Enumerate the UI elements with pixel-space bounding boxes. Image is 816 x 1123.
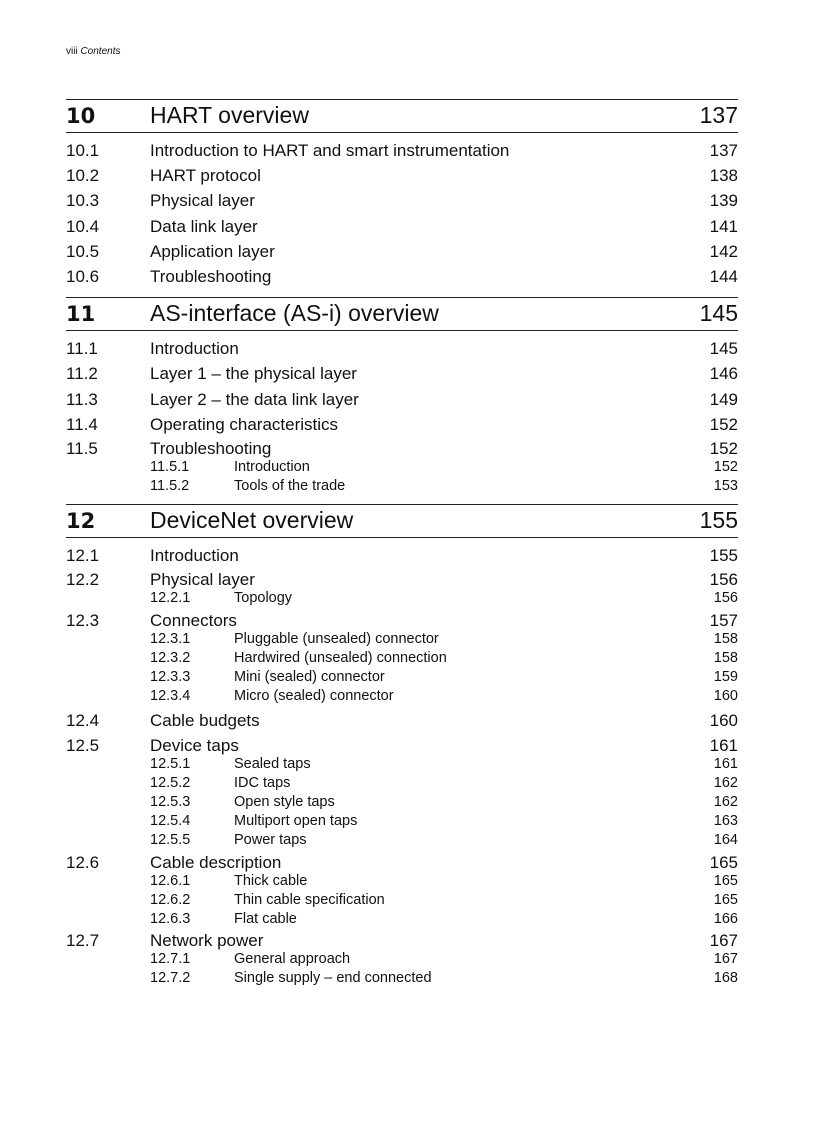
section-page: 161 [709, 735, 738, 755]
section-number: 10.1 [66, 141, 100, 160]
subsection-number: 12.5.2 [150, 774, 191, 791]
chapter-block [66, 99, 738, 289]
subsection-page: 167 [713, 951, 738, 968]
section-number: 10.6 [66, 266, 100, 286]
subsection-list [66, 630, 738, 707]
toc-subsection-entry[interactable] [66, 969, 738, 988]
subsection-page: 164 [713, 832, 738, 849]
section-page: 156 [709, 570, 738, 590]
chapter-heading [66, 504, 738, 538]
section-title: Introduction to HART and smart instrumentation [150, 141, 510, 160]
subsection-list [66, 950, 738, 988]
toc-subsection-entry[interactable] [66, 950, 738, 969]
chapter-title: DeviceNet overview [150, 507, 354, 534]
subsection-number: 12.3.2 [150, 649, 191, 666]
section-title: Cable budgets [150, 711, 260, 731]
subsection-title: Multiport open taps [234, 813, 358, 830]
subsection-page: 162 [713, 793, 738, 810]
subsection-title: Micro (sealed) connector [234, 688, 394, 705]
toc-subsection-entry[interactable] [66, 589, 738, 608]
subsection-title: Tools of the trade [234, 478, 346, 495]
subsection-title: IDC taps [234, 774, 291, 791]
section-number: 10.4 [66, 216, 100, 236]
subsection-page: 158 [713, 630, 738, 647]
subsection-title: Pluggable (unsealed) connector [234, 630, 439, 647]
subsection-number: 12.7.1 [150, 951, 191, 968]
section-page: 144 [709, 266, 738, 286]
toc-subsection-entry[interactable] [66, 812, 738, 831]
toc-subsection-entry[interactable] [66, 477, 738, 496]
subsection-title: Single supply – end connected [234, 970, 432, 987]
section-title: Layer 1 – the physical layer [150, 364, 357, 384]
subsection-page: 162 [713, 774, 738, 791]
subsection-title: Introduction [234, 458, 310, 475]
subsection-title: Flat cable [234, 910, 297, 927]
section-page: 138 [709, 166, 738, 186]
subsection-number: 12.6.1 [150, 872, 191, 889]
chapter-page: 137 [699, 102, 738, 128]
toc-section-entry[interactable] [66, 708, 738, 733]
chapter-heading [66, 99, 738, 133]
subsection-title: Hardwired (unsealed) connection [234, 649, 447, 666]
subsection-page: 165 [713, 891, 738, 908]
section-title: Data link layer [150, 216, 258, 236]
subsection-number: 12.3.3 [150, 669, 191, 685]
section-title: Cable description [150, 852, 282, 872]
section-number: 11.2 [66, 364, 98, 384]
section-page: 167 [709, 931, 738, 951]
section-number: 12.1 [66, 546, 100, 566]
subsection-title: Sealed taps [234, 755, 311, 772]
toc-subsection-entry[interactable] [66, 910, 738, 929]
section-page: 152 [709, 438, 738, 458]
section-title: Operating characteristics [150, 414, 339, 434]
section-page: 137 [709, 141, 738, 160]
chapter-number: 10 [66, 104, 96, 128]
subsection-page: 166 [713, 910, 738, 927]
toc-section-entry[interactable] [66, 736, 738, 755]
toc-section-entry[interactable] [66, 163, 738, 188]
subsection-number: 12.7.2 [150, 970, 191, 987]
toc-section-entry[interactable] [66, 188, 738, 213]
toc-section-entry[interactable] [66, 336, 738, 361]
section-page: 141 [709, 216, 738, 236]
toc-subsection-entry[interactable] [66, 649, 738, 668]
toc-subsection-entry[interactable] [66, 630, 738, 649]
chapter-page: 145 [699, 300, 738, 327]
subsection-title: Mini (sealed) connector [234, 669, 385, 685]
chapter-heading [66, 297, 738, 331]
subsection-number: 12.3.4 [150, 688, 191, 705]
subsection-title: Topology [234, 590, 293, 607]
section-number: 11.5 [66, 438, 98, 458]
section-page: 157 [709, 610, 738, 630]
running-head-label: Contents [80, 46, 121, 57]
section-page: 160 [709, 711, 738, 731]
toc-section-entry[interactable] [66, 931, 738, 950]
chapter-number: 12 [66, 509, 96, 534]
chapter-page: 155 [699, 507, 738, 534]
chapter-title: HART overview [150, 102, 309, 128]
running-head [66, 46, 120, 58]
subsection-page: 158 [713, 649, 738, 666]
toc-subsection-entry[interactable] [66, 831, 738, 850]
chapter-title: AS-interface (AS-i) overview [150, 300, 439, 327]
toc-subsection-entry[interactable] [66, 755, 738, 774]
chapter-block [66, 297, 738, 496]
section-number: 12.2 [66, 570, 100, 590]
toc-section-entry[interactable] [66, 239, 738, 264]
toc-section-entry[interactable] [66, 543, 738, 568]
section-number: 11.3 [66, 389, 98, 409]
toc-section-entry[interactable] [66, 570, 738, 589]
toc-subsection-entry[interactable] [66, 891, 738, 910]
section-title: Connectors [150, 610, 237, 630]
subsection-page: 165 [713, 872, 738, 889]
page-number: viii [66, 46, 78, 57]
chapter-block [66, 504, 738, 988]
section-page: 146 [709, 364, 738, 384]
section-title: Introduction [150, 339, 239, 359]
section-page: 142 [709, 241, 738, 261]
subsection-page: 163 [713, 813, 738, 830]
toc-subsection-entry[interactable] [66, 774, 738, 793]
subsection-title: Open style taps [234, 793, 335, 810]
subsection-page: 153 [713, 478, 738, 495]
section-title: Introduction [150, 546, 239, 566]
section-number: 12.6 [66, 852, 100, 872]
subsection-page: 168 [713, 970, 738, 987]
subsection-number: 11.5.1 [150, 458, 190, 475]
toc-section-entry[interactable] [66, 439, 738, 458]
section-number: 10.2 [66, 166, 100, 186]
subsection-page: 160 [713, 688, 738, 705]
section-page: 152 [709, 414, 738, 434]
section-number: 12.3 [66, 610, 100, 630]
toc-section-entry[interactable] [66, 853, 738, 872]
toc-subsection-entry[interactable] [66, 793, 738, 812]
toc-section-entry[interactable] [66, 138, 738, 163]
section-title: HART protocol [150, 166, 261, 186]
toc-subsection-entry[interactable] [66, 872, 738, 891]
section-number: 12.4 [66, 711, 100, 731]
section-page: 139 [709, 191, 738, 211]
section-title: Application layer [150, 241, 275, 261]
section-page: 145 [709, 339, 738, 359]
section-title: Physical layer [150, 191, 255, 211]
toc-subsection-entry[interactable] [66, 668, 738, 687]
subsection-number: 12.6.2 [150, 891, 191, 908]
subsection-list [66, 589, 738, 608]
subsection-page: 152 [713, 458, 738, 475]
subsection-list [66, 872, 738, 930]
subsection-number: 12.3.1 [150, 630, 191, 647]
section-title: Network power [150, 931, 264, 951]
subsection-title: General approach [234, 951, 351, 968]
section-page: 149 [709, 389, 738, 409]
subsection-number: 12.2.1 [150, 590, 191, 607]
subsection-number: 12.6.3 [150, 910, 191, 927]
toc-subsection-entry[interactable] [66, 458, 738, 477]
toc-section-entry[interactable] [66, 387, 738, 412]
section-page: 155 [709, 546, 738, 566]
section-title: Troubleshooting [150, 266, 272, 286]
subsection-list [66, 755, 738, 851]
section-number: 10.5 [66, 241, 100, 261]
subsection-number: 12.5.4 [150, 813, 191, 830]
subsection-number: 12.5.3 [150, 793, 191, 810]
subsection-page: 156 [713, 590, 738, 607]
subsection-number: 11.5.2 [150, 478, 190, 495]
subsection-number: 12.5.5 [150, 832, 191, 849]
section-title: Troubleshooting [150, 438, 272, 458]
table-of-contents [66, 99, 738, 996]
subsection-page: 161 [713, 755, 738, 772]
toc-section-entry[interactable] [66, 412, 738, 437]
toc-section-entry[interactable] [66, 214, 738, 239]
section-page: 165 [709, 852, 738, 872]
subsection-title: Thick cable [234, 872, 308, 889]
subsection-title: Thin cable specification [234, 891, 385, 908]
toc-section-entry[interactable] [66, 264, 738, 289]
subsection-page: 159 [713, 669, 738, 685]
toc-subsection-entry[interactable] [66, 687, 738, 706]
section-number: 10.3 [66, 191, 100, 211]
section-number: 12.5 [66, 735, 100, 755]
toc-section-entry[interactable] [66, 361, 738, 386]
section-number: 11.4 [66, 414, 98, 434]
section-title: Physical layer [150, 570, 255, 590]
section-title: Device taps [150, 735, 239, 755]
section-number: 11.1 [66, 339, 98, 359]
subsection-title: Power taps [234, 832, 307, 849]
section-number: 12.7 [66, 931, 100, 951]
toc-section-entry[interactable] [66, 611, 738, 630]
subsection-list [66, 458, 738, 496]
chapter-number: 11 [66, 302, 96, 327]
subsection-number: 12.5.1 [150, 755, 191, 772]
section-title: Layer 2 – the data link layer [150, 389, 359, 409]
